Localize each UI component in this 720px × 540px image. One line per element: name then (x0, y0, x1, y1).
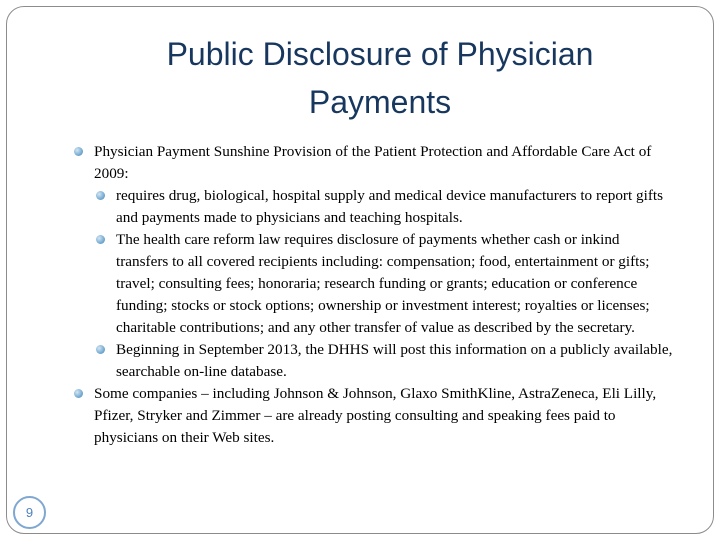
slide-title (60, 30, 700, 126)
title-line-1: Public Disclosure of Physician (166, 36, 594, 72)
page-number-badge: 9 (13, 496, 46, 529)
bullet-sunshine-provision: Physician Payment Sunshine Provision of the Patient Protection and Affordable Care Act of 2009: (74, 141, 674, 185)
bullet-list (74, 141, 674, 449)
title-line-2: Payments (308, 84, 452, 120)
bullet-disclosure-requirements: The health care reform law requires disclosure of payments whether cash or inkind transfers to all covered recipients including: compensation; food, entertainment or gifts; travel; consulting fees; honoraria; research funding or grants; education or conference funding; stocks or stock options; ownership or investment interest; royalties or licenses; charitable contributions; and any other transfer of value as described by the secretary. (74, 229, 674, 339)
bullet-companies-posting: Some companies – including Johnson & Johnson, Glaxo SmithKline, AstraZeneca, Eli Lilly, Pfizer, Stryker and Zimmer – are already posting consulting and speaking fees paid to physicians on their Web sites. (74, 383, 674, 449)
bullet-manufacturers-report: requires drug, biological, hospital supply and medical device manufacturers to report gifts and payments made to physicians and teaching hospitals. (74, 185, 674, 229)
bullet-dhhs-database: Beginning in September 2013, the DHHS will post this information on a publicly available, searchable on-line database. (74, 339, 674, 383)
